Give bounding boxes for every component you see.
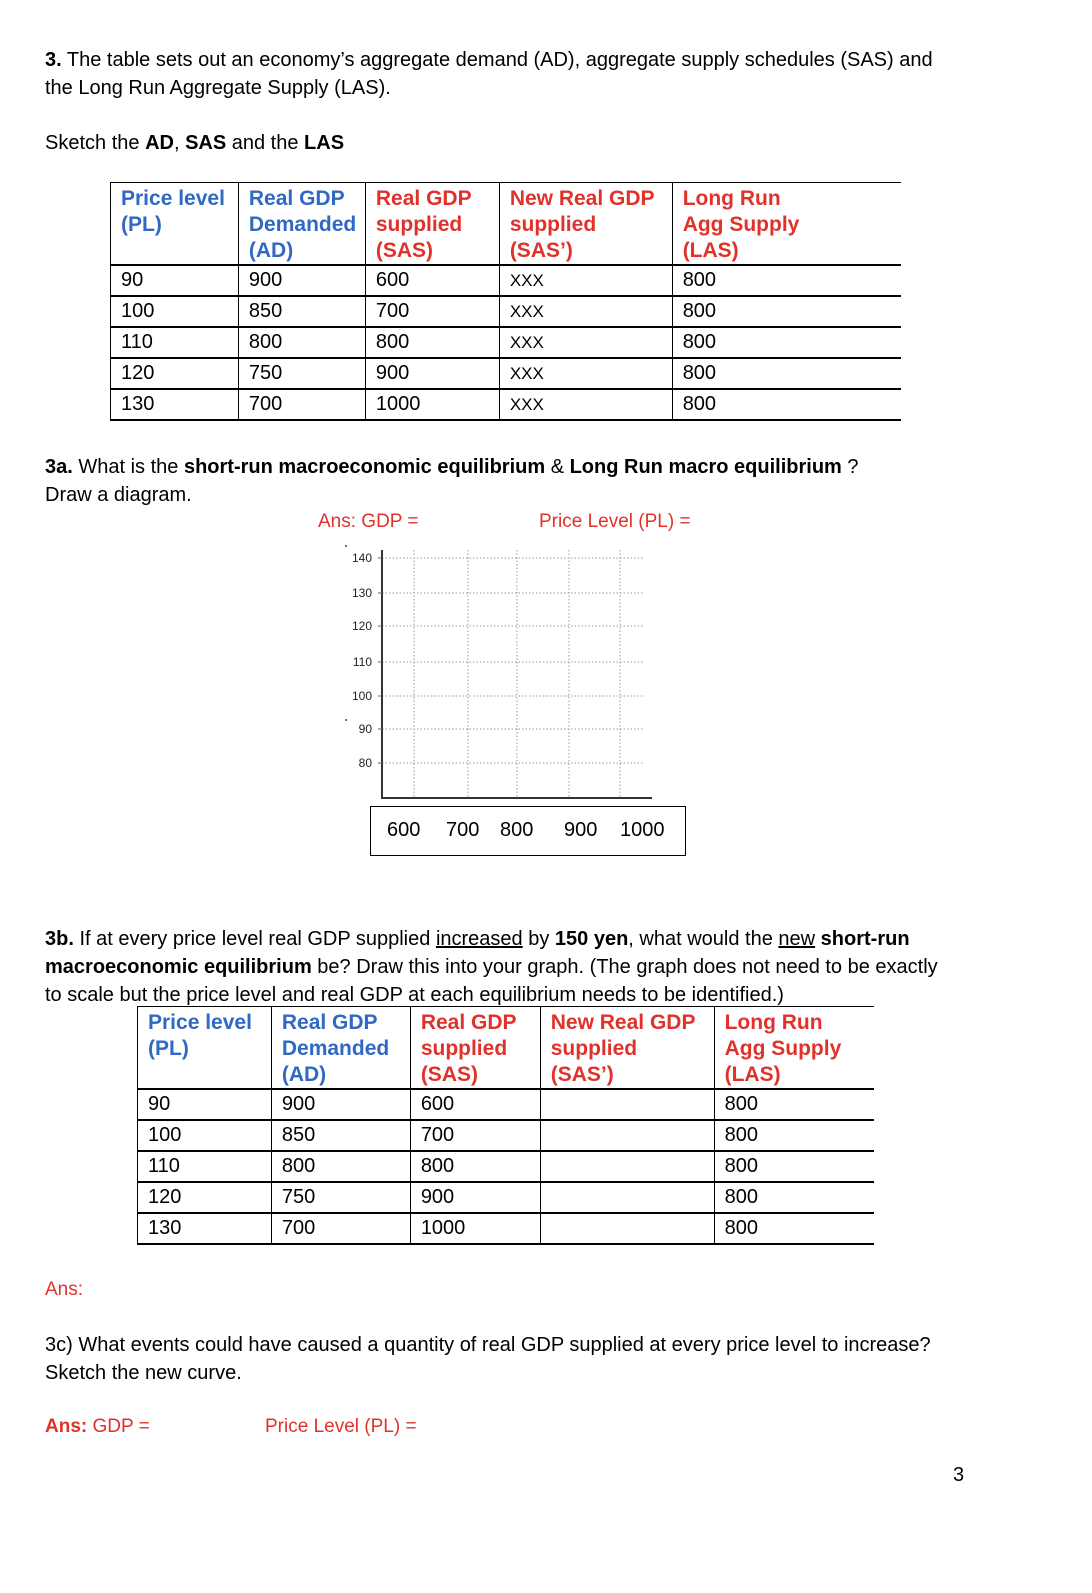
table-cell: 800 [672, 265, 901, 296]
table2-header-new-real-gdp-supplied: New Real GDP supplied (SAS’) [540, 1007, 714, 1090]
table-cell: 110 [138, 1151, 272, 1182]
q3c-ans-bold: Ans: [45, 1416, 88, 1437]
q3-number: 3. [45, 49, 62, 71]
table-cell: 800 [714, 1182, 874, 1213]
q3b-line3: to scale but the price level and real GDP at each equilibrium needs to be identified.) [45, 984, 784, 1006]
table-cell: XXX [499, 265, 672, 296]
table2-header-long-run-agg-supply: Long Run Agg Supply (LAS) [714, 1007, 874, 1090]
table-cell-empty [540, 1089, 714, 1120]
table-cell: 100 [111, 296, 239, 327]
q3b-t3: , what would the [628, 928, 779, 950]
q3c-line1: 3c) What events could have caused a quantity of real GDP supplied at every price level to increase? [45, 1334, 931, 1356]
q3-intro-line2: the Long Run Aggregate Supply (LAS). [45, 77, 391, 99]
table-cell: 700 [238, 389, 365, 420]
table-cell: 700 [410, 1120, 540, 1151]
table-cell: 1000 [365, 389, 499, 420]
table-cell: XXX [499, 389, 672, 420]
y-tick-label: 130 [351, 586, 372, 600]
q3a-draw-diagram: Draw a diagram. [45, 484, 192, 506]
table-cell: 90 [138, 1089, 272, 1120]
table-cell: 100 [138, 1120, 272, 1151]
table-cell: 1000 [410, 1213, 540, 1244]
table-cell: 130 [111, 389, 239, 420]
sketch-sep1: , [173, 132, 186, 154]
table-cell: 800 [672, 358, 901, 389]
table-cell: 800 [271, 1151, 410, 1182]
sketch-sep2: and the [226, 132, 305, 154]
table-cell: 700 [271, 1213, 410, 1244]
table-cell: XXX [499, 296, 672, 327]
table-cell: 120 [138, 1182, 272, 1213]
table-cell: 130 [138, 1213, 272, 1244]
q3b-u1: increased [435, 928, 523, 950]
table-cell: 800 [714, 1120, 874, 1151]
table-cell: XXX [499, 358, 672, 389]
table-cell: 800 [238, 327, 365, 358]
x-axis-label-box [370, 806, 686, 856]
table-row [111, 389, 902, 420]
q3a-text1: What is the [72, 456, 184, 478]
table-cell: XXX [499, 327, 672, 358]
table2-header-price-level: Price level (PL) [138, 1007, 272, 1090]
y-tick-label: 140 [351, 551, 372, 565]
q3a-ans-price-level: Price Level (PL) = [539, 511, 691, 532]
q3a-ans-gdp: Ans: GDP = [318, 511, 419, 532]
y-tick-label: 110 [352, 655, 372, 669]
blank-graph-grid [330, 540, 660, 815]
schedule-table-2 [137, 1006, 874, 1245]
table-row [138, 1151, 875, 1182]
table-cell: 110 [111, 327, 239, 358]
q3-sketch-instruction [45, 129, 344, 157]
table-cell-empty [540, 1151, 714, 1182]
x-axis-label: 600 [387, 819, 421, 841]
table1-header-new-real-gdp-supplied: New Real GDP supplied (SAS’) [499, 183, 672, 266]
q3a-text2: & [545, 456, 570, 478]
q3b-line1 [45, 925, 910, 953]
q3b-b2: short-run [820, 928, 910, 950]
y-tick-label: 80 [358, 756, 372, 770]
table-row [111, 265, 902, 296]
table-cell: 900 [271, 1089, 410, 1120]
y-tick-label: 90 [358, 722, 372, 736]
x-axis-label: 700 [446, 819, 480, 841]
table-row [111, 296, 902, 327]
sketch-las: LAS [304, 132, 345, 154]
q3c-line2: Sketch the new curve. [45, 1362, 242, 1384]
table2-header-real-gdp-demanded: Real GDP Demanded (AD) [271, 1007, 410, 1090]
q3b-b1: 150 yen [554, 928, 629, 950]
table-row [138, 1120, 875, 1151]
table-cell: 800 [714, 1089, 874, 1120]
q3b-b3: macroeconomic equilibrium [45, 956, 312, 978]
x-axis-label: 900 [564, 819, 598, 841]
table-cell: 750 [238, 358, 365, 389]
y-tick-label: 100 [351, 689, 372, 703]
table-cell: 850 [271, 1120, 410, 1151]
q3b-u2: new [778, 928, 816, 950]
x-axis-label: 800 [500, 819, 534, 841]
page-number: 3 [953, 1464, 965, 1486]
table1-header-price-level: Price level (PL) [111, 183, 239, 266]
q3-intro-line1 [45, 46, 933, 74]
sketch-ad: AD [145, 132, 174, 154]
q3b-t1: If at every price level real GDP supplied [73, 928, 436, 950]
graph-dot-mark [345, 719, 347, 721]
table-cell: 800 [672, 296, 901, 327]
table-row [138, 1089, 875, 1120]
q3b-ans-label: Ans: [45, 1279, 84, 1300]
q3a-text3: ? [841, 456, 859, 478]
q3c-ans-price-level: Price Level (PL) = [265, 1416, 417, 1437]
table1-header-real-gdp-demanded: Real GDP Demanded (AD) [238, 183, 365, 266]
table-row [111, 327, 902, 358]
q3b-t2: by [522, 928, 555, 950]
table-cell: 90 [111, 265, 239, 296]
table-cell: 900 [238, 265, 365, 296]
q3a-bold2: Long Run macro equilibrium [569, 456, 842, 478]
table-cell: 900 [365, 358, 499, 389]
table-cell: 800 [672, 389, 901, 420]
table-cell: 800 [714, 1213, 874, 1244]
q3a-bold1: short-run macroeconomic equilibrium [183, 456, 546, 478]
q3c-ans-gdp-text: GDP = [87, 1416, 150, 1437]
table-cell: 700 [365, 296, 499, 327]
table-cell: 600 [365, 265, 499, 296]
table-cell: 800 [365, 327, 499, 358]
table2-header-real-gdp-supplied: Real GDP supplied (SAS) [410, 1007, 540, 1090]
table-row [138, 1182, 875, 1213]
graph-dot-mark [345, 545, 347, 547]
q3b-line2 [45, 953, 938, 981]
q3b-t5: be? Draw this into your graph. (The graph does not need to be exactly [311, 956, 938, 978]
table1-header-long-run-agg-supply: Long Run Agg Supply (LAS) [672, 183, 901, 266]
table-cell: 800 [410, 1151, 540, 1182]
table-cell: 900 [410, 1182, 540, 1213]
table-cell: 800 [672, 327, 901, 358]
q3-intro-text: The table sets out an economy’s aggregate demand (AD), aggregate supply schedules (SAS) and [66, 49, 933, 71]
x-axis-label: 1000 [620, 819, 665, 841]
table-cell: 750 [271, 1182, 410, 1213]
table-cell-empty [540, 1213, 714, 1244]
table-cell: 120 [111, 358, 239, 389]
q3c-ans-gdp [45, 1413, 150, 1441]
q3a-question [45, 453, 859, 481]
schedule-table-1 [110, 182, 901, 421]
table1-header-row [111, 183, 902, 266]
q3b-label: 3b. [45, 928, 74, 950]
table-cell: 850 [238, 296, 365, 327]
table-cell: 600 [410, 1089, 540, 1120]
sketch-prefix: Sketch the [45, 132, 146, 154]
table2-header-row [138, 1007, 875, 1090]
table-cell-empty [540, 1182, 714, 1213]
table-cell: 800 [714, 1151, 874, 1182]
table-row [111, 358, 902, 389]
table1-header-real-gdp-supplied: Real GDP supplied (SAS) [365, 183, 499, 266]
table-cell-empty [540, 1120, 714, 1151]
y-tick-label: 120 [351, 619, 372, 633]
table-row [138, 1213, 875, 1244]
q3a-label: 3a. [45, 456, 73, 478]
sketch-sas: SAS [185, 132, 227, 154]
